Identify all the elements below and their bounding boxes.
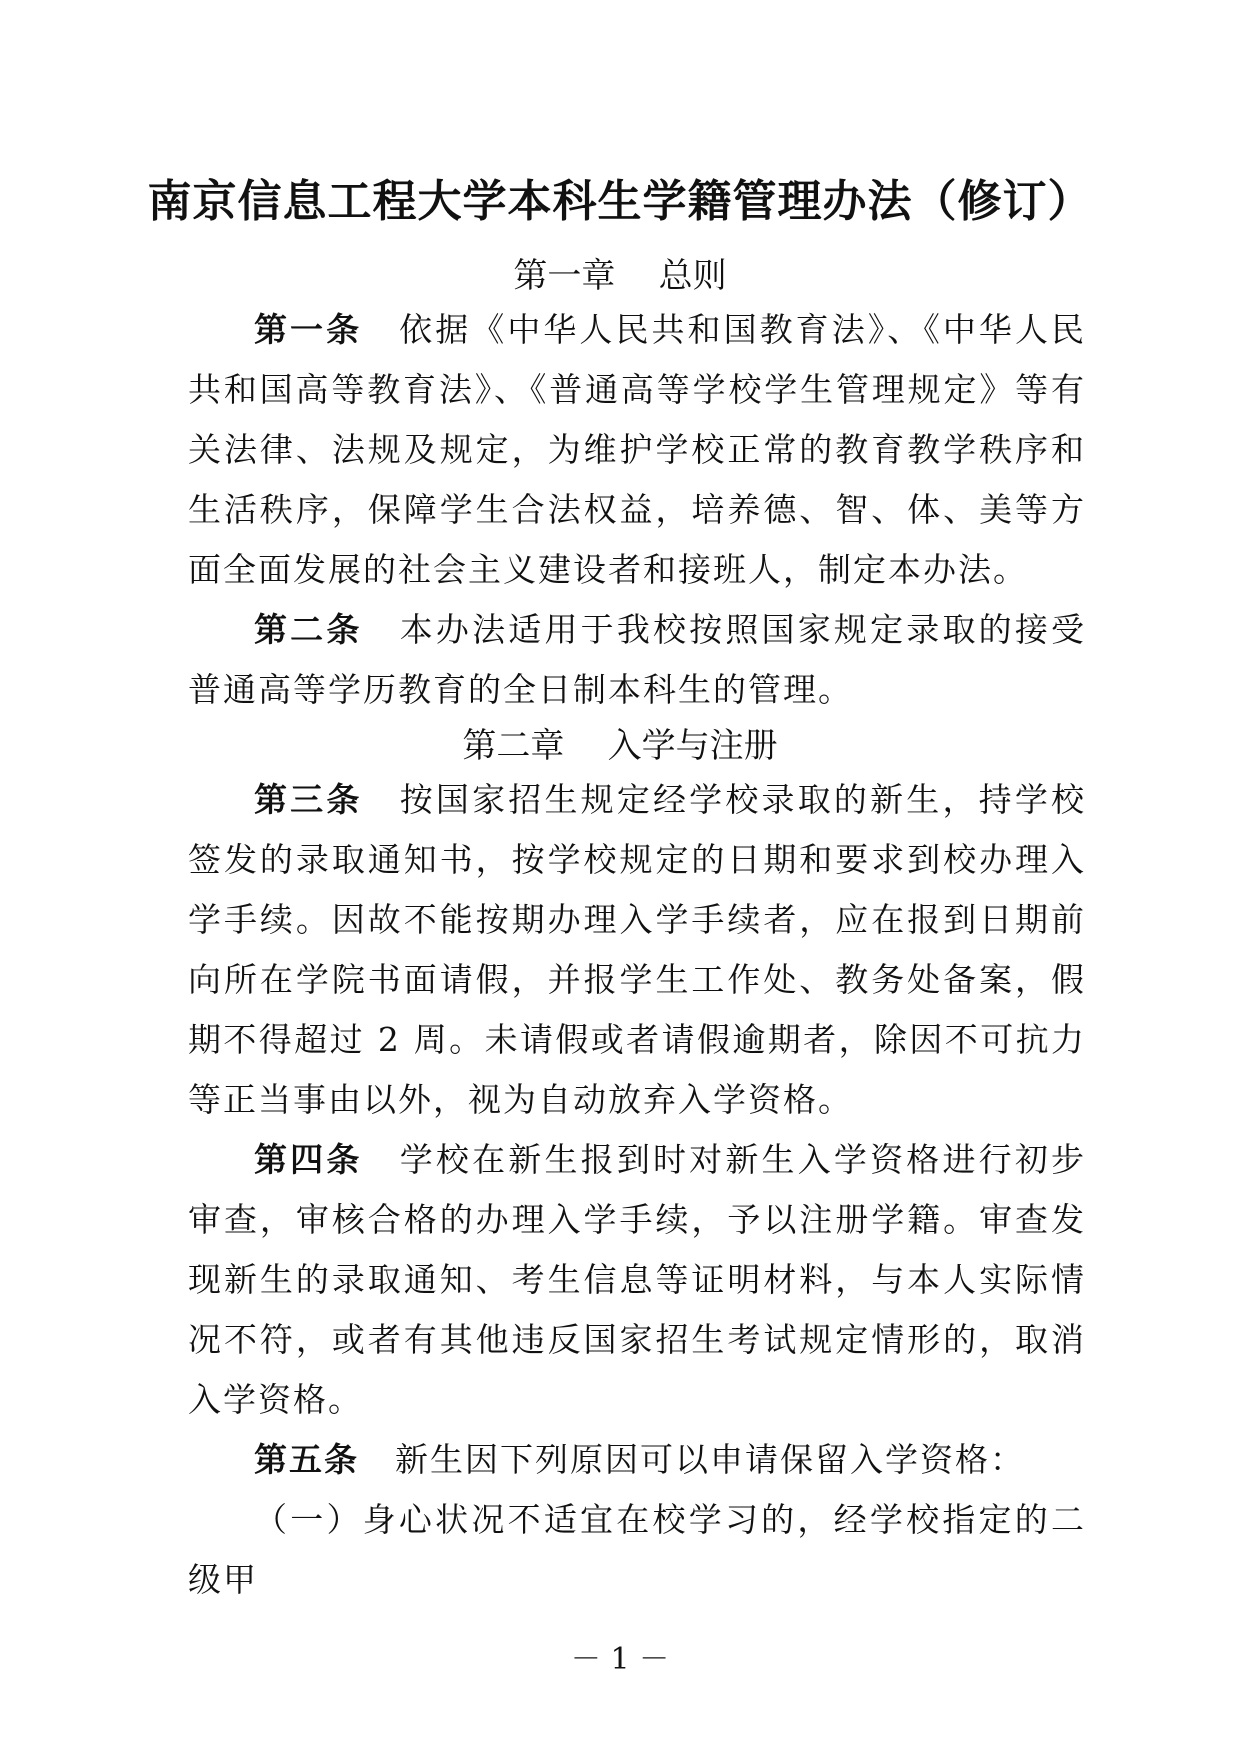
list-item-text: （一）身心状况不适宜在校学习的，经学校指定的二级甲 xyxy=(188,1500,1086,1599)
article-text: 按国家招生规定经学校录取的新生，持学校签发的录取通知书，按学校规定的日期和要求到校办理入学手续。因故不能按期办理入学手续者，应在报到日期前向所在学院书面请假，并报学生工作处、教务处备案，假期不得超过 2 周。未请假或者请假逾期者，除因不可抗力等正当事由以外，视为自动放弃入学资格。 xyxy=(188,780,1087,1119)
article-number: 第五条 xyxy=(254,1440,359,1479)
article-paragraph xyxy=(188,770,1086,1130)
article-text: 依据《中华人民共和国教育法》、《中华人民共和国高等教育法》、《普通高等学校学生管理规定》等有关法律、法规及规定，为维护学校正常的教育教学秩序和生活秩序，保障学生合法权益，培养德、智、体、美等方面全面发展的社会主义建设者和接班人，制定本办法。 xyxy=(188,310,1087,589)
article-paragraph xyxy=(188,300,1086,600)
article-text: 学校在新生报到时对新生入学资格进行初步审查，审核合格的办理入学手续，予以注册学籍。审查发现新生的录取通知、考生信息等证明材料，与本人实际情况不符，或者有其他违反国家招生考试规定情形的，取消入学资格。 xyxy=(188,1140,1087,1419)
article-number: 第二条 xyxy=(254,610,363,649)
page-number: － 1 － xyxy=(570,1642,670,1677)
chapter-1-body xyxy=(188,300,1086,720)
article-paragraph xyxy=(188,1430,1086,1490)
article-text: 本办法适用于我校按照国家规定录取的接受普通高等学历教育的全日制本科生的管理。 xyxy=(188,610,1087,709)
chapter-2-body xyxy=(188,770,1086,1610)
article-number: 第四条 xyxy=(254,1140,363,1179)
article-paragraph xyxy=(188,600,1086,720)
chapter-1-heading: 第一章 总则 xyxy=(513,256,727,296)
article-text: 新生因下列原因可以申请保留入学资格： xyxy=(395,1440,1025,1479)
article-paragraph xyxy=(188,1130,1086,1430)
list-item-paragraph xyxy=(188,1490,1086,1610)
document-title: 南京信息工程大学本科生学籍管理办法（修订） xyxy=(147,176,1093,227)
chapter-2-heading: 第二章 入学与注册 xyxy=(462,726,778,766)
article-number: 第一条 xyxy=(254,310,363,349)
article-number: 第三条 xyxy=(254,780,363,819)
